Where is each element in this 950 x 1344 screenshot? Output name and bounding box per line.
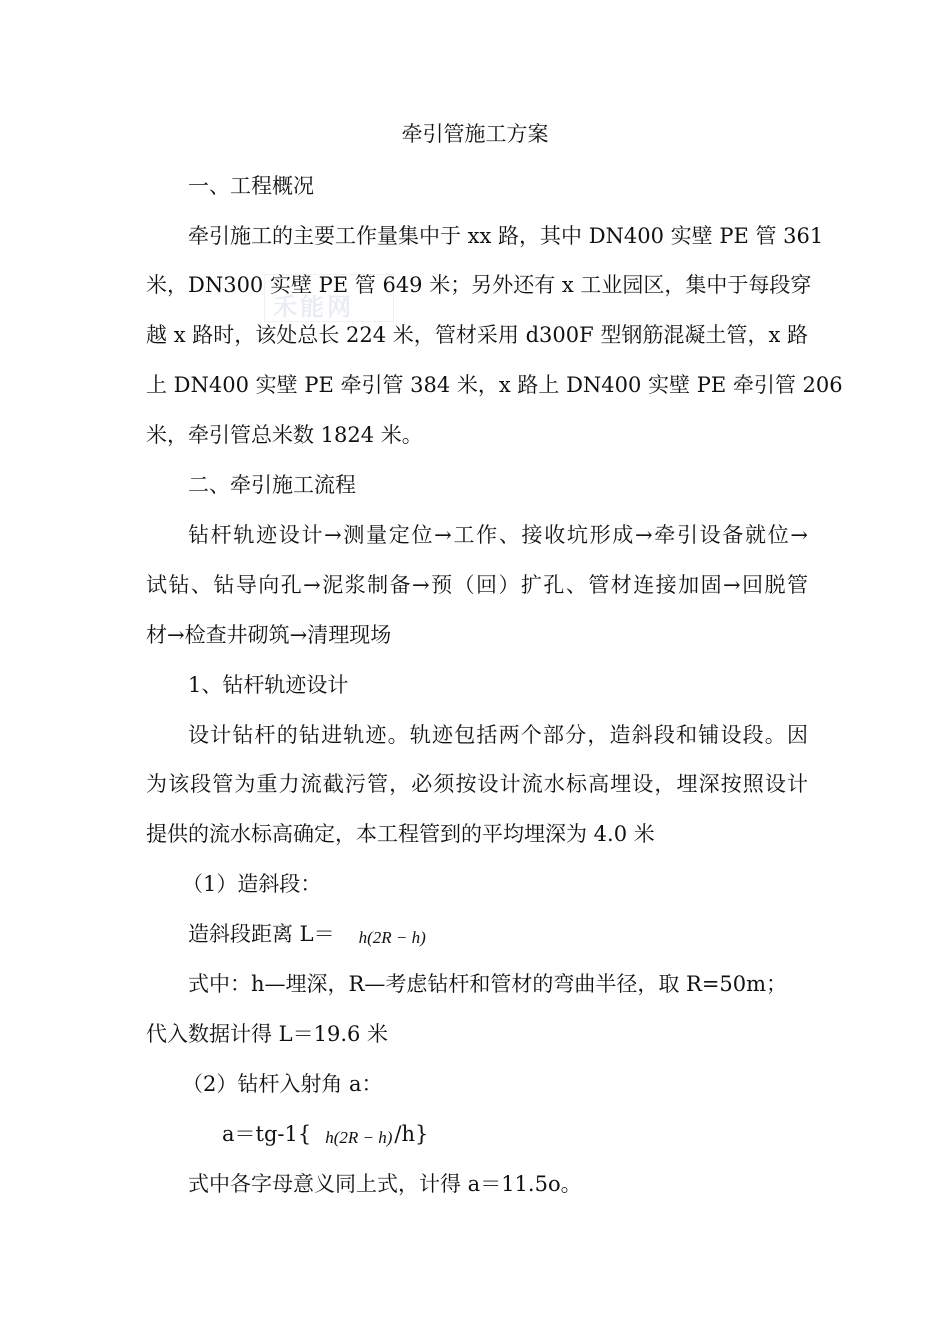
- explain-line-2: 代入数据计得 L＝19.6 米: [146, 1022, 389, 1046]
- document-title: 牵引管施工方案: [401, 122, 549, 146]
- overview-line-1: 牵引施工的主要工作量集中于 xx 路，其中 DN400 实壁 PE 管 361: [188, 224, 824, 248]
- design-line-1: 设计钻杆的钻进轨迹。轨迹包括两个部分，造斜段和铺设段。因: [188, 723, 808, 747]
- item-heading-entry-angle: （2）钻杆入射角 a：: [182, 1072, 383, 1096]
- formula-2-expression: h(2R − h): [325, 1128, 393, 1147]
- overview-line-3: 越 x 路时，该处总长 224 米，管材采用 d300F 型钢筋混凝土管，x 路: [146, 323, 808, 347]
- design-line-3: 提供的流水标高确定，本工程管到的平均埋深为 4.0 米: [146, 822, 655, 846]
- formula-line-2: [222, 1119, 808, 1153]
- formula-1-prefix: 造斜段距离 L＝: [188, 922, 335, 946]
- process-line-1: 钻杆轨迹设计→测量定位→工作、接收坑形成→牵引设备就位→: [188, 523, 808, 547]
- formula-1-expression: h(2R − h): [358, 928, 426, 947]
- explain-line-1: 式中：h—埋深，R—考虑钻杆和管材的弯曲半径，取 R=50m；: [188, 972, 788, 996]
- formula-line-1: [188, 919, 808, 953]
- process-line-3: 材→检查井砌筑→清理现场: [146, 623, 392, 647]
- section-heading-overview: 一、工程概况: [188, 174, 314, 198]
- formula-2-prefix: a＝tg-1{: [222, 1122, 312, 1146]
- process-line-2: 试钻、钻导向孔→泥浆制备→预（回）扩孔、管材连接加固→回脱管: [146, 573, 808, 597]
- overview-line-2: 米，DN300 实壁 PE 管 649 米；另外还有 x 工业园区，集中于每段穿: [146, 273, 812, 297]
- result-line: 式中各字母意义同上式，计得 a＝11.5o。: [188, 1172, 582, 1196]
- overview-line-5: 米，牵引管总米数 1824 米。: [146, 423, 423, 447]
- section-heading-process: 二、牵引施工流程: [188, 473, 356, 497]
- watermark-text: 禾能网: [273, 293, 354, 321]
- item-heading-slope-section: （1）造斜段：: [182, 872, 322, 896]
- design-line-2: 为该段管为重力流截污管，必须按设计流水标高埋设，埋深按照设计: [146, 772, 808, 796]
- formula-2-suffix: /h}: [394, 1122, 429, 1146]
- overview-line-4: 上 DN400 实壁 PE 牵引管 384 米，x 路上 DN400 实壁 PE 牵引管 206: [146, 373, 843, 397]
- subsection-heading-trajectory: 1、钻杆轨迹设计: [188, 673, 349, 697]
